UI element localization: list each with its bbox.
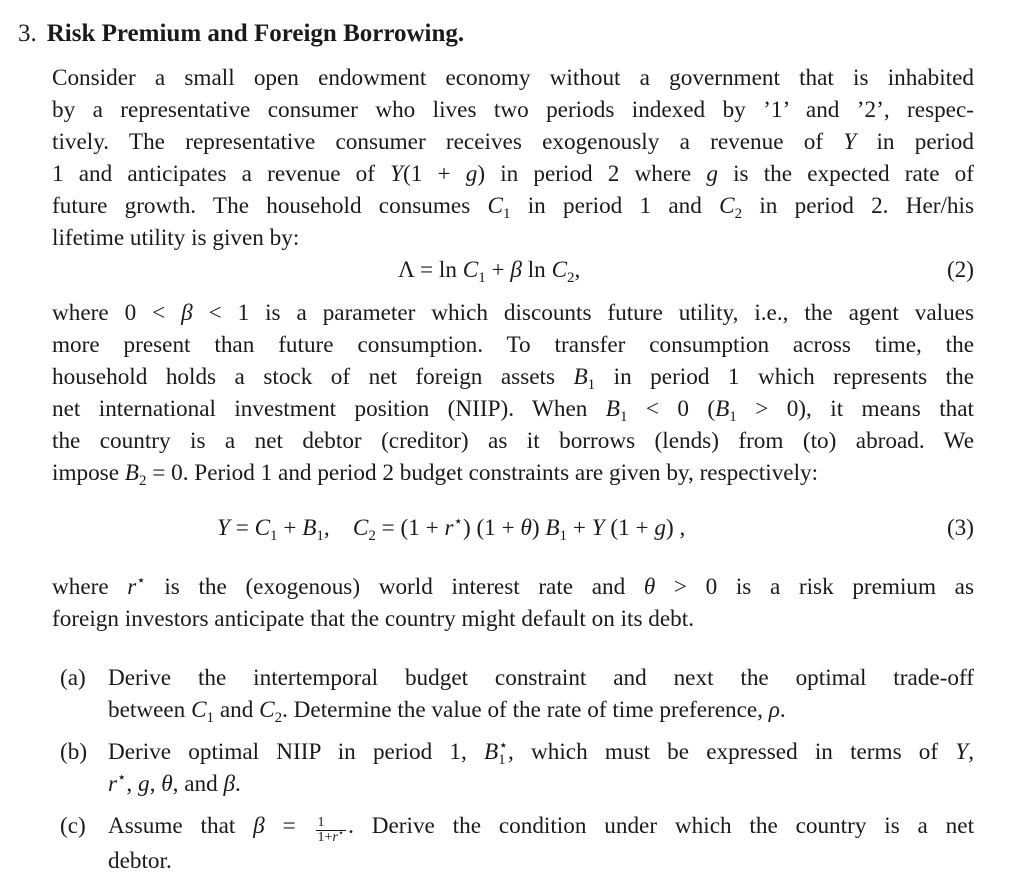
text-line: the country is a net debtor (creditor) as it borrows (lends) from (to) abroad. We	[52, 428, 974, 454]
text-line: debtor.	[108, 848, 172, 874]
item-label: (a)	[60, 665, 86, 691]
item-text	[108, 736, 974, 800]
assets-paragraph	[52, 297, 974, 489]
text-line: 1 and anticipates a revenue of Y(1 + g) in period 2 where g is the expected rate of	[52, 161, 974, 187]
text-line: where r⋆ is the (exogenous) world interest rate and θ > 0 is a risk premium as	[52, 573, 974, 600]
fraction: $\frac{1}{1+r^⋆}$	[317, 815, 345, 845]
text-line: tively. The representative consumer receives exogenously a revenue of Y in period	[52, 129, 974, 155]
text-line: Derive the intertemporal budget constraint and next the optimal trade-off	[108, 665, 974, 691]
text-line: where 0 < β < 1 is a parameter which discounts future utility, i.e., the agent values	[52, 300, 974, 326]
exercise-title: Risk Premium and Foreign Borrowing.	[46, 20, 465, 47]
text-line: household holds a stock of net foreign assets $B_1$ in period 1 which represents the	[52, 364, 974, 393]
equation-3-tag: (3)	[946, 515, 974, 541]
text-line: lifetime utility is given by:	[52, 225, 300, 251]
text-line: foreign investors anticipate that the country might default on its debt.	[52, 606, 695, 632]
item-text	[108, 662, 974, 726]
text-line: by a representative consumer who lives two periods indexed by ’1’ and ’2’, respec-	[52, 97, 974, 123]
intro-paragraph	[52, 62, 974, 254]
item-text	[108, 810, 974, 877]
text-line: Derive optimal NIIP in period 1, $B_1^⋆$, which must be expressed in terms of Y,	[108, 738, 974, 768]
exercise-number: 3.	[18, 20, 37, 47]
text-line: impose $B_2 = 0$. Period 1 and period 2 budget constraints are given by, respectively:	[52, 460, 819, 489]
text-line: Consider a small open endowment economy without a government that is inhabited	[52, 65, 974, 91]
item-label: (c)	[60, 813, 86, 839]
text-line: Assume that β = $\frac{1}{1+r^⋆}$ . Derive the condition under which the country is a net	[108, 813, 975, 845]
equation-2-tag: (2)	[946, 257, 974, 283]
risk-premium-paragraph	[52, 571, 974, 635]
text-line: r⋆, g, θ, and β.	[108, 770, 241, 797]
text-line: more present than future consumption. To transfer consumption across time, the	[52, 332, 974, 358]
text-line: between $C_1$ and $C_2$. Determine the value of the rate of time preference, ρ.	[108, 697, 786, 726]
exercise-heading	[18, 18, 464, 50]
equation-3-formula: $Y = C_1 + B_1$, $C_2 = (1 + r^⋆) (1 + \theta) B_1 + Y$ (1 + g) ,	[217, 514, 686, 544]
text-line: future growth. The household consumes $C_1$ in period 1 and $C_2$ in period 2. Her/his	[52, 193, 974, 222]
equation-2-formula: $\Lambda = \ln C_1 + \beta$ $\ln C_2$,	[398, 257, 581, 286]
item-label: (b)	[60, 739, 88, 765]
text-line: net international investment position (NIIP). When $B_1 < 0$ $(B_1 > 0)$, it means that	[52, 396, 974, 425]
